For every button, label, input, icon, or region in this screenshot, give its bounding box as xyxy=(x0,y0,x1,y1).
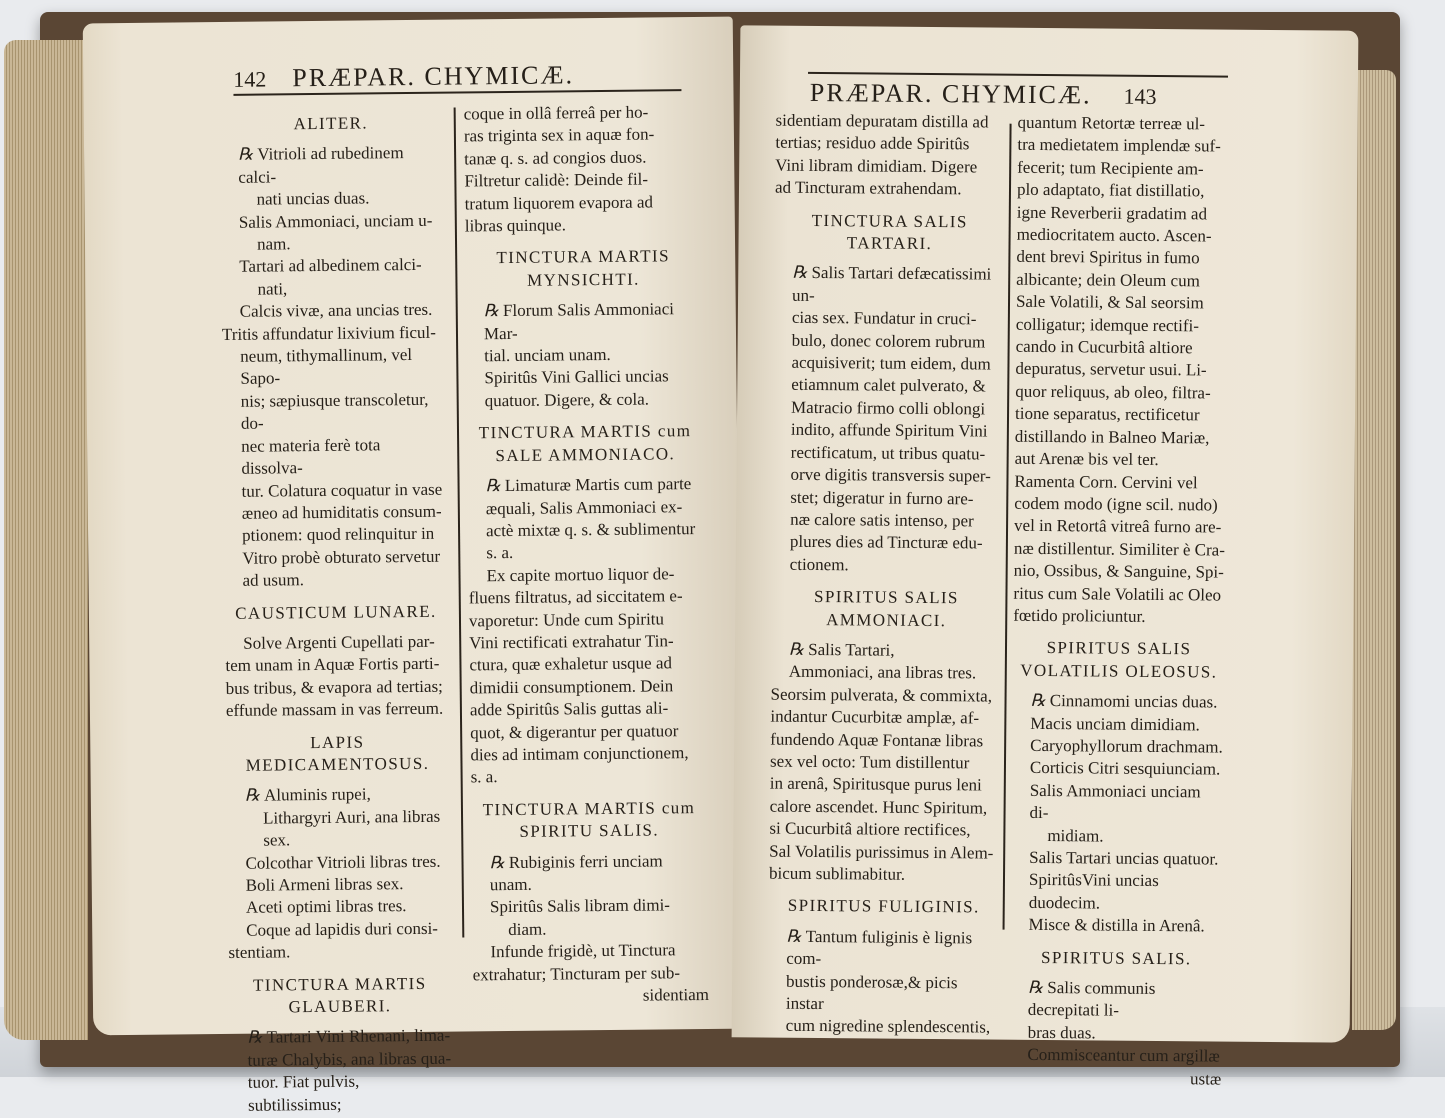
text-line: nec materia ferè tota dissolva- xyxy=(241,435,381,478)
text-line: quantum Retortæ terreæ ul- xyxy=(1017,112,1206,134)
text-line: Ammoniaci, ana libras tres. xyxy=(788,662,977,683)
text-line: Macis unciam dimidiam. xyxy=(1030,713,1200,734)
text-line: nio, Ossibus, & Sanguine, Spi- xyxy=(1013,560,1224,582)
text-line: ptionem: quod relinquitur in xyxy=(241,524,435,546)
recipe-symbol-icon: ℞ xyxy=(792,263,808,283)
section-heading: LAPIS MEDICAMENTOSUS. xyxy=(245,732,430,775)
text-line: colligatur; idemque rectifi- xyxy=(1015,314,1200,335)
text-line: Vitrioli ad rubedinem calci- xyxy=(238,143,404,187)
text-line: Seorsim pulverata, & commixta, xyxy=(770,684,993,706)
text-line: Salis Tartari uncias quatuor. xyxy=(1029,847,1219,869)
text-line: bulo, donec colorem rubrum xyxy=(791,330,986,352)
text-line: fundendo Aquæ Fontanæ libras xyxy=(770,729,984,751)
text-line: bus tribus, & evapora ad tertias; xyxy=(225,676,443,698)
text-line: dent brevi Spiritus in fumo xyxy=(1016,247,1200,268)
text-line: Solve Argenti Cupellati par- xyxy=(243,631,435,653)
text-line: Salis Ammoniaci, unciam u- xyxy=(238,210,433,232)
text-line: tra medietatem implendæ suf- xyxy=(1017,135,1221,156)
recipe-line xyxy=(466,298,702,345)
text-line: sex vel octo: Tum distillentur xyxy=(769,751,970,773)
text-line: in arenâ, Spiritusque purus leni xyxy=(769,773,982,795)
recipe-symbol-icon: ℞ xyxy=(247,1028,263,1048)
text-line: ad Tincturam extrahendam. xyxy=(774,177,962,199)
recipe-line xyxy=(229,1025,451,1050)
recipe-line xyxy=(227,783,449,808)
text-line: Sal Volatilis purissimus in Alem- xyxy=(769,841,994,863)
recipe-line xyxy=(471,850,707,897)
recipe-line xyxy=(1012,690,1224,714)
text-line: stet; digeratur in furno are- xyxy=(790,487,974,508)
text-line: vel in Retortâ vitreâ furno are- xyxy=(1013,516,1222,537)
section-heading: TINCTURA MARTIS GLAUBERI. xyxy=(252,973,427,1017)
section-heading: ALITER. xyxy=(293,113,369,134)
section-heading: SPIRITUS SALIS AMMONIACI. xyxy=(813,587,959,630)
recipe-symbol-icon: ℞ xyxy=(485,476,501,496)
text-line: tratum liquorem evapora ad xyxy=(464,192,654,214)
text-line: Lithargyri Auri, ana libras xyxy=(262,806,441,828)
text-line: sex. xyxy=(263,830,291,850)
text-line: adde Spiritûs Salis guttas ali- xyxy=(469,698,669,720)
right-running-head xyxy=(810,78,1157,111)
text-line: Calcis vivæ, ana uncias tres. xyxy=(239,300,433,322)
text-line: dimidii consumptionem. Dein xyxy=(469,676,674,698)
text-line: s. a. xyxy=(486,543,514,563)
text-line: vaporetur: Unde cum Spiritu xyxy=(468,608,665,630)
recipe-symbol-icon: ℞ xyxy=(1027,977,1044,998)
text-line: nati, xyxy=(257,279,288,299)
section-heading: TINCTURA SALIS TARTARI. xyxy=(811,210,968,254)
text-line: ritus cum Sale Volatili ac Oleo xyxy=(1013,583,1222,605)
text-line: Matracio firmo colli oblongi xyxy=(791,397,986,419)
recipe-symbol-icon: ℞ xyxy=(786,926,802,946)
text-line: quot, & digerantur per quatuor xyxy=(470,720,679,742)
recipe-symbol-icon: ℞ xyxy=(489,852,505,872)
text-line: mediocritatem aucto. Ascen- xyxy=(1016,224,1212,246)
text-line: æneo ad humiditatis consum- xyxy=(241,501,442,523)
right-page-edges xyxy=(1352,70,1396,1030)
text-line: Infunde frigidè, ut Tinctura xyxy=(490,940,676,962)
page-number-left: 142 xyxy=(233,66,267,92)
right-column-2 xyxy=(1009,112,1230,1091)
text-line: Coque ad lapidis duri consi- xyxy=(246,918,439,940)
text-line: coque in ollâ ferreâ per ho- xyxy=(463,102,649,124)
text-line: Aceti optimi libras tres. xyxy=(245,896,407,918)
text-line: dies ad intimam conjunctionem, xyxy=(470,743,689,765)
text-line: effunde massam in vas ferreum. xyxy=(225,698,444,721)
recipe-line xyxy=(774,262,1004,309)
text-line: næ calore satis intenso, per xyxy=(790,509,974,531)
text-line: bustis ponderosæ,& picis instar xyxy=(785,971,958,1014)
text-line: Tritis affundatur lixivium ficul- xyxy=(221,322,436,344)
text-line: aut Arenæ bis vel ter. xyxy=(1014,448,1159,470)
text-line: extrahatur; Tincturam per sub- xyxy=(472,962,681,985)
section-heading: SPIRITUS FULIGINIS. xyxy=(787,896,980,917)
text-line: quor reliquus, ab oleo, filtra- xyxy=(1015,381,1211,403)
text-line: Corticis Citri sesquiunciam. xyxy=(1029,758,1221,779)
page-number-right: 143 xyxy=(1123,83,1157,109)
text-line: turæ Chalybis, ana libras qua- xyxy=(247,1048,452,1070)
text-line: calore ascendet. Hunc Spiritum, xyxy=(769,796,988,818)
text-line: Tartari Vini Rhenani, lima- xyxy=(266,1026,451,1047)
text-line: ctionem. xyxy=(789,554,849,575)
section-heading: TINCTURA MARTIS cum SALE AMMONIACO. xyxy=(478,421,692,465)
text-line: Spiritûs Vini Gallici uncias xyxy=(484,366,669,388)
text-line: Cinnamomi uncias duas. xyxy=(1049,691,1218,712)
text-line: cias sex. Fundatur in cruci- xyxy=(791,308,977,329)
recipe-symbol-icon: ℞ xyxy=(238,145,254,165)
recipe-line xyxy=(771,639,1001,663)
text-line: indantur Cucurbitæ amplæ, af- xyxy=(770,706,980,728)
text-line: Boli Armeni libras sex. xyxy=(245,874,404,895)
text-line: Vini rectificati extrahatur Tin- xyxy=(469,631,674,653)
text-line: Commisceantur cum argillæ xyxy=(1027,1045,1220,1066)
left-running-head xyxy=(233,60,574,94)
recipe-line xyxy=(1010,977,1222,1024)
text-line: diam. xyxy=(508,919,547,939)
text-line: fecerit; tum Recipiente am- xyxy=(1017,157,1204,179)
text-line: Tantum fuliginis è lignis com- xyxy=(786,926,973,969)
left-column-2 xyxy=(464,101,709,1009)
text-line: tuor. Fiat pulvis, subtilissimus; xyxy=(247,1071,360,1115)
text-line: Tartari ad albedinem calci- xyxy=(239,255,422,277)
text-line: sidentiam depuratam distilla ad xyxy=(775,110,989,132)
text-line: næ distillentur. Similiter è Cra- xyxy=(1013,538,1226,560)
text-line: æquali, Salis Ammoniaci ex- xyxy=(485,496,683,518)
recipe-symbol-icon: ℞ xyxy=(1030,691,1046,711)
text-line: tanæ q. s. ad congios duos. xyxy=(464,147,647,169)
column-divider-left xyxy=(454,108,465,938)
text-line: Colcothar Vitrioli libras tres. xyxy=(245,851,441,873)
text-line: Filtretur calidè: Deinde fil- xyxy=(464,169,649,191)
text-line: fluens filtratus, ad siccitatem e- xyxy=(468,586,683,608)
text-line: stentiam. xyxy=(228,942,291,963)
text-line: Caryophyllorum drachmam. xyxy=(1030,735,1223,757)
recipe-symbol-icon: ℞ xyxy=(244,785,261,806)
left-page xyxy=(83,17,744,1115)
section-heading: CAUSTICUM LUNARE. xyxy=(235,601,437,623)
text-line: ras triginta sex in aquæ fon- xyxy=(463,124,655,146)
text-line: tem unam in Aquæ Fortis parti- xyxy=(225,654,440,676)
text-line: Sale Volatili, & Sal seorsim xyxy=(1015,291,1204,313)
right-page xyxy=(732,25,1359,1089)
text-line: Misce & distilla in Arenâ. xyxy=(1028,915,1205,936)
text-line: nam. xyxy=(256,234,291,254)
text-line: tial. unciam unam. xyxy=(484,344,611,366)
recipe-line xyxy=(768,925,998,972)
section-heading: SPIRITUS SALIS VOLATILIS OLEOSUS. xyxy=(1020,638,1218,682)
text-line: Salis communis decrepitati li- xyxy=(1027,978,1156,1021)
text-line: orve digitis transversis super- xyxy=(790,464,991,486)
text-line: nis; sæpiusque transcoletur, do- xyxy=(240,389,429,434)
text-line: distillando in Balneo Mariæ, xyxy=(1014,426,1210,448)
running-head-title-right: PRÆPAR. CHYMICÆ. xyxy=(809,77,1092,110)
catchword: ustæ xyxy=(1189,1068,1222,1089)
text-line: si Cucurbitâ altiore rectifices, xyxy=(769,818,971,840)
section-heading: TINCTURA MARTIS cum SPIRITU SALIS. xyxy=(482,797,696,842)
text-line: Ramenta Corn. Cervini vel xyxy=(1014,471,1198,492)
text-line: tertias; residuo adde Spiritûs xyxy=(775,133,970,154)
head-rule-right xyxy=(808,72,1228,78)
left-column-1 xyxy=(220,102,453,1117)
catchword: sidentiam xyxy=(642,984,710,1005)
text-line: Florum Salis Ammoniaci Mar- xyxy=(483,299,675,343)
text-line: fœtido proliciuntur. xyxy=(1013,605,1146,626)
text-line: Salis Tartari, xyxy=(808,639,895,660)
text-line: rectificatum, ut tribus quatu- xyxy=(790,442,986,464)
text-line: igne Reverberii gradatim ad xyxy=(1016,202,1208,224)
text-line: ctura, quæ exhaletur usque ad xyxy=(469,653,673,675)
text-line: Vitro probè obturato servetur xyxy=(242,546,441,568)
text-line: Vini libram dimidiam. Digere xyxy=(775,155,978,177)
recipe-symbol-icon: ℞ xyxy=(788,639,805,659)
text-line: libras quinque. xyxy=(464,215,567,236)
section-heading: TINCTURA MARTIS MYNSICHTI. xyxy=(496,246,671,290)
right-column-1 xyxy=(768,110,1006,1040)
text-line: ad usum. xyxy=(242,570,305,590)
text-line: Ex capite mortuo liquor de- xyxy=(486,563,675,585)
text-line: plures dies ad Tincturæ edu- xyxy=(789,532,983,553)
text-line: etiamnum calet pulverato, & xyxy=(791,375,986,396)
recipe-line xyxy=(220,142,442,189)
text-line: acquisiverit; tum eidem, dum xyxy=(791,352,991,374)
text-line: cando in Cucurbitâ altiore xyxy=(1015,336,1193,358)
text-line: SpiritûsVini uncias duodecim. xyxy=(1028,870,1159,913)
section-heading: SPIRITUS SALIS. xyxy=(1041,947,1192,968)
text-line: nati uncias duas. xyxy=(256,188,370,209)
recipe-line xyxy=(467,473,703,498)
text-line: Salis Ammoniaci unciam di- xyxy=(1029,780,1201,823)
text-line: plo adaptato, fiat distillatio, xyxy=(1016,179,1205,201)
text-line: Spiritûs Salis libram dimi- xyxy=(489,895,671,917)
text-line: bras duas. xyxy=(1027,1022,1096,1043)
text-line: cum nigredine splendescentis, xyxy=(785,1016,991,1037)
text-line: codem modo (igne scil. nudo) xyxy=(1014,493,1218,515)
text-line: midiam. xyxy=(1047,825,1104,846)
text-line: Salis Tartari defæcatissimi un- xyxy=(791,263,992,305)
text-line: bicum sublimabitur. xyxy=(768,863,906,884)
text-line: Rubiginis ferri unciam unam. xyxy=(489,850,663,895)
text-line: quatuor. Digere, & cola. xyxy=(484,389,650,411)
text-line: Aluminis rupei, xyxy=(263,784,371,805)
text-line: s. a. xyxy=(470,767,498,787)
text-line: actè mixtæ q. s. & sublimentur xyxy=(485,518,696,541)
text-line: indito, affunde Spiritum Vini xyxy=(790,420,988,441)
left-page-edges xyxy=(4,40,88,1040)
text-line: neum, tithymallinum, vel Sapo- xyxy=(240,345,413,389)
running-head-title-left: PRÆPAR. CHYMICÆ. xyxy=(292,60,575,93)
recipe-symbol-icon: ℞ xyxy=(483,301,500,321)
text-line: tione separatus, rectificetur xyxy=(1014,404,1200,425)
text-line: albicante; dein Oleum cum xyxy=(1016,269,1200,291)
text-line: Limaturæ Martis cum parte xyxy=(504,474,692,496)
text-line: depuratus, servetur usui. Li- xyxy=(1015,359,1207,380)
text-line: tur. Colatura coquatur in vase xyxy=(241,479,443,501)
